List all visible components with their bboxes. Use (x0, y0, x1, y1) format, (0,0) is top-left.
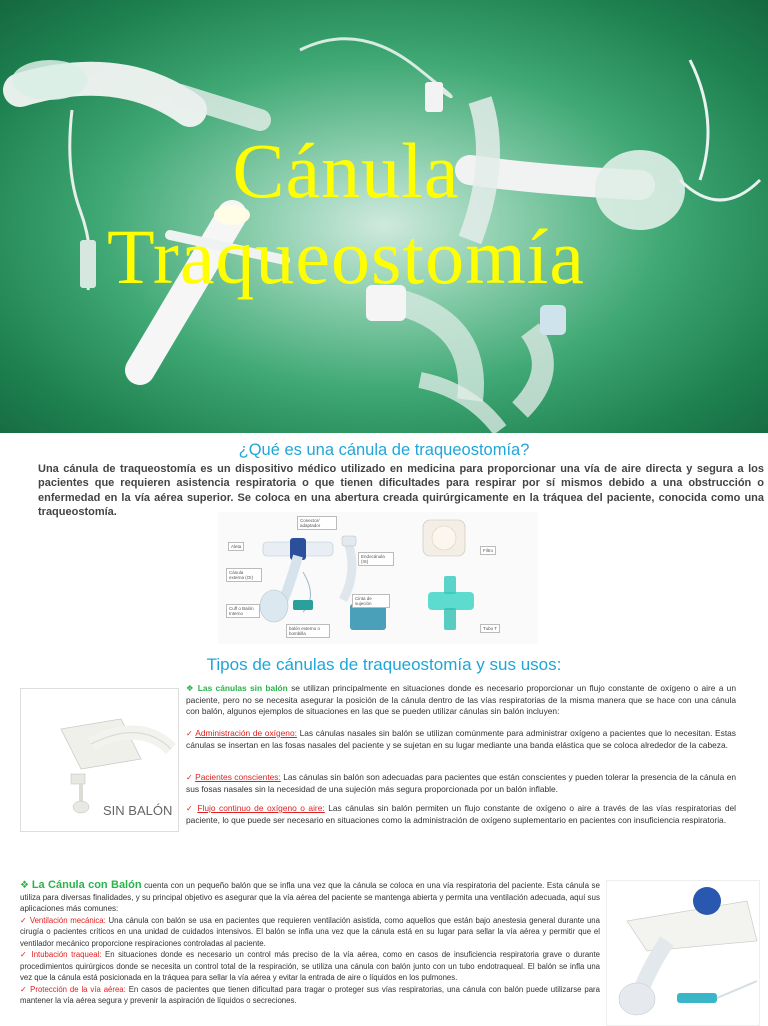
label-conector: Conector/ adaptador (297, 516, 337, 530)
con-balon-image (606, 880, 760, 1026)
con-balon-section (20, 880, 600, 1007)
con-balon-item (20, 949, 600, 984)
con-balon-intro (20, 880, 600, 915)
intro-heading: ¿Qué es una cánula de traqueostomía? (238, 441, 530, 459)
diamond-bullet-icon: ❖ (20, 880, 30, 891)
sin-balon-item (186, 803, 736, 826)
label-filtro: Filtro (480, 546, 496, 555)
item-title: Flujo continuo de oxígeno o aire: (197, 803, 325, 813)
item-title: Ventilación mecánica: (29, 915, 106, 925)
hero-banner (0, 0, 768, 433)
sin-balon-item (186, 728, 736, 751)
hero-title-line1: Cánula (232, 127, 460, 214)
con-balon-item (20, 915, 600, 950)
hero-title (0, 128, 696, 300)
check-icon: ✓ (186, 729, 194, 738)
sin-balon-title: Las cánulas sin balón (197, 683, 288, 693)
canula-parts-diagram (218, 512, 538, 644)
item-title: Intubación traqueal: (31, 950, 102, 959)
sin-balon-item (186, 772, 736, 795)
con-balon-item (20, 984, 600, 1007)
label-aleta: Aleta (228, 542, 244, 551)
label-cinta: Cinta de sujeción (352, 594, 390, 608)
label-canula-externa: Cánula externa (OI) (226, 568, 262, 582)
sin-balon-desc: se utilizan principalmente en situaciones donde es necesario proporcionar un flujo constante de oxígeno o aire a un paciente, pero no se necesita asegurar la posición de la cánula dentro de las vías respiratorias de la misma manera que se hace con una cánula con balón, algunos ejemplos de situaciones en las que se pueden utilizar cánulas sin balón incluyen: (186, 683, 736, 717)
hero-title-line2: Traqueostomía (106, 213, 586, 300)
item-text: Las cánulas sin balón permiten un flujo constante de oxígeno o aire a través de las vías respiratorias del paciente, lo que puede ser necesario en situaciones como la administración de oxígeno suplementario en pacientes con insuficiencia respiratoria. (186, 803, 737, 825)
item-title: Pacientes conscientes: (195, 772, 281, 782)
sin-balon-image (20, 688, 179, 832)
sin-balon-caption: SIN BALÓN (103, 803, 173, 818)
label-endocanula: Endocánula (IS) (358, 552, 394, 566)
check-icon: ✓ (20, 950, 28, 959)
con-balon-title: La Cánula con Balón (31, 879, 142, 891)
label-balon-externo: balón externo o bombilla (286, 624, 330, 638)
item-text: Una cánula con balón se usa en pacientes que requieren ventilación asistida, como aquellos que están bajo anestesia general durante una cirugía o pacientes críticos en una unidad de cuidados intensivos. El balón se infla una vez que la cánula está en su lugar para sellar la vía aérea y permitir que el ventilador mecánico proporcione respiraciones controladas al paciente. (20, 915, 600, 948)
con-balon-desc: cuenta con un pequeño balón que se infla una vez que la cánula se coloca en una vía respiratoria del paciente. Esta cánula se utiliza para diversas finalidades, y su principal objetivo es asegurar que la vía aérea del paciente se mantenga abierta y permita una ventilación adecuada, aquí sus aplicaciones más comunes: (20, 881, 601, 913)
diamond-bullet-icon: ❖ (186, 683, 195, 693)
item-text: Las cánulas sin balón son adecuadas para pacientes que están conscientes y pueden tolerar la presencia de la cánula en sus fosas nasales sin la necesidad de una sujeción más segura proporcionada por un balón inflable. (186, 772, 737, 794)
item-title: Protección de la vía aérea: (30, 984, 126, 994)
check-icon: ✓ (20, 915, 28, 925)
con-balon-canula-drawing (607, 881, 759, 1025)
sin-balon-intro (186, 683, 736, 718)
item-text: Las cánulas nasales sin balón se utilizan comúnmente para administrar oxígeno a pacientes que lo necesitan. Estas cánulas se insertan en las fosas nasales del paciente y se sujetan en su lugar mediante una banda elástica que se coloca alrededor de la cabeza. (186, 728, 736, 750)
check-icon: ✓ (20, 984, 28, 994)
item-title: Administración de oxígeno: (195, 728, 297, 738)
check-icon: ✓ (186, 773, 193, 782)
check-icon: ✓ (186, 804, 194, 813)
label-cuff: Cuff o Balón Interno (226, 604, 260, 618)
item-text: En casos de pacientes que tienen dificultad para tragar o proteger sus vías respiratorias, una cánula con balón puede utilizarse para mantener la vía aérea segura y prevenir la aspiración de líquidos o secreciones. (20, 984, 600, 1005)
item-text: En situaciones donde es necesario un control más preciso de la vía aérea, como en casos de insuficiencia respiratoria grave o durante procedimientos quirúrgicos donde se necesita un control total de la respiración, se utiliza una cánula con balón junto con un tubo endotraqueal. El balón se infla una vez que la cánula está posicionada en la tráquea para sellar la vía aérea y evitar la entrada de aire o líquidos en los pulmones. (20, 950, 600, 982)
intro-paragraph: Una cánula de traqueostomía es un dispositivo médico utilizado en medicina para proporcionar una vía de aire directa y segura a los pacientes que requieren asistencia respiratoria o que tienen dificultades para respirar por sí mismos debido a una obstrucción o enfermedad en la vía aérea superior. Se coloca en una abertura creada quirúrgicamente en la tráquea del paciente, conocida como una traqueostomía. (38, 463, 764, 519)
types-heading: Tipos de cánulas de traqueostomía y sus usos: (206, 655, 562, 674)
label-tubo-t: Tubo T (480, 624, 500, 633)
